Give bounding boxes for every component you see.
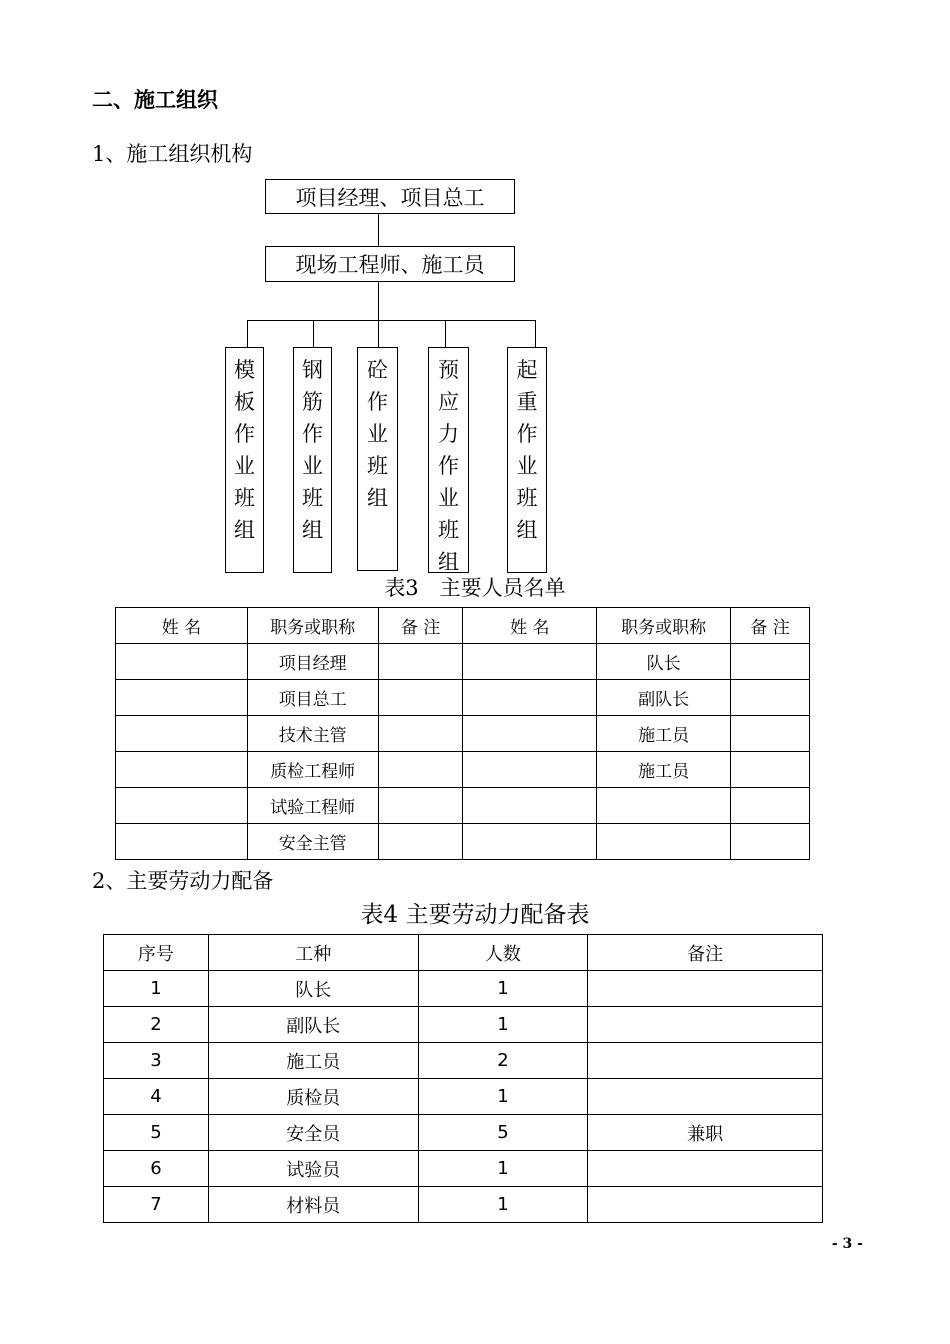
table-cell: 4 — [104, 1079, 209, 1115]
table-row — [104, 1187, 823, 1223]
subsection-labor: 2、主要劳动力配备 — [92, 869, 274, 893]
table-cell: 1 — [104, 971, 209, 1007]
table-cell — [731, 752, 810, 788]
table-cell — [731, 644, 810, 680]
table-cell — [116, 752, 248, 788]
table-cell: 施工员 — [208, 1043, 418, 1079]
table-header-cell: 职务或职称 — [247, 608, 378, 644]
table-cell — [597, 824, 731, 860]
table-cell: 安全员 — [208, 1115, 418, 1151]
table-header-cell: 备注 — [588, 935, 823, 971]
table-cell — [463, 824, 597, 860]
table-cell — [378, 752, 463, 788]
team-char: 作 — [234, 422, 255, 446]
team-char: 组 — [302, 518, 323, 542]
table-cell — [378, 680, 463, 716]
table-row — [104, 1079, 823, 1115]
org-branch-drop — [313, 320, 314, 348]
table-cell: 安全主管 — [247, 824, 378, 860]
team-char: 重 — [516, 390, 538, 414]
table-cell: 2 — [418, 1043, 588, 1079]
table-row — [104, 971, 823, 1007]
table-cell: 3 — [104, 1043, 209, 1079]
table-cell — [597, 788, 731, 824]
table-cell: 质检员 — [208, 1079, 418, 1115]
table-cell — [116, 788, 248, 824]
team-char: 业 — [438, 486, 459, 510]
table-row — [116, 644, 810, 680]
team-char: 作 — [302, 422, 323, 446]
table-row — [116, 824, 810, 860]
team-char: 筋 — [302, 390, 323, 414]
team-char: 力 — [438, 422, 459, 446]
table-cell — [463, 716, 597, 752]
table-cell: 材料员 — [208, 1187, 418, 1223]
table3-caption: 表3 主要人员名单 — [384, 576, 566, 600]
org-branch-drop — [445, 320, 446, 348]
table-cell: 试验工程师 — [247, 788, 378, 824]
team-char: 组 — [234, 518, 255, 542]
team-char: 业 — [302, 454, 323, 478]
org-middle-box — [265, 246, 515, 282]
table-cell — [463, 644, 597, 680]
team-box-rebar — [293, 347, 332, 573]
table-row — [104, 1007, 823, 1043]
org-middle-label: 现场工程师、施工员 — [295, 253, 485, 277]
table-cell — [116, 644, 248, 680]
team-char: 业 — [234, 454, 255, 478]
labor-table — [103, 934, 823, 1223]
table-cell: 5 — [418, 1115, 588, 1151]
page-number: - 3 - — [831, 1236, 863, 1252]
table-cell: 质检工程师 — [247, 752, 378, 788]
table-cell — [588, 971, 823, 1007]
section-title: 二、施工组织 — [92, 88, 218, 112]
table-cell: 2 — [104, 1007, 209, 1043]
subsection-org-structure: 1、施工组织机构 — [92, 142, 253, 166]
team-char: 预 — [438, 358, 459, 382]
table-cell: 试验员 — [208, 1151, 418, 1187]
table-header-row — [104, 935, 823, 971]
table-cell: 施工员 — [597, 752, 731, 788]
table-cell — [588, 1187, 823, 1223]
org-branch-drop — [247, 320, 248, 348]
table-row — [116, 716, 810, 752]
team-char: 作 — [516, 422, 538, 446]
table-cell: 副队长 — [597, 680, 731, 716]
table-cell: 1 — [418, 1151, 588, 1187]
org-connector — [378, 214, 379, 246]
team-char: 班 — [367, 454, 388, 478]
table-cell: 6 — [104, 1151, 209, 1187]
table-row — [104, 1043, 823, 1079]
table-cell: 兼职 — [588, 1115, 823, 1151]
table-cell — [116, 680, 248, 716]
team-char: 板 — [234, 390, 255, 414]
table-cell: 7 — [104, 1187, 209, 1223]
team-char: 模 — [234, 358, 255, 382]
org-top-box — [265, 179, 515, 214]
table-row — [116, 752, 810, 788]
table-cell — [378, 824, 463, 860]
team-char: 钢 — [302, 358, 323, 382]
table-cell: 队长 — [597, 644, 731, 680]
table-header-cell: 备 注 — [731, 608, 810, 644]
table-cell — [588, 1007, 823, 1043]
team-box-concrete — [357, 347, 398, 571]
table-cell — [378, 644, 463, 680]
table-header-cell: 工种 — [208, 935, 418, 971]
team-char: 起 — [516, 358, 538, 382]
table-cell — [378, 716, 463, 752]
table-header-cell: 序号 — [104, 935, 209, 971]
org-connector — [378, 282, 379, 348]
team-char: 班 — [516, 486, 538, 510]
table-cell: 5 — [104, 1115, 209, 1151]
org-branch-line — [247, 320, 536, 321]
team-char: 作 — [438, 454, 459, 478]
table-row — [104, 1151, 823, 1187]
table-header-row — [116, 608, 810, 644]
table-cell — [463, 788, 597, 824]
table-cell: 队长 — [208, 971, 418, 1007]
team-char: 组 — [367, 486, 388, 510]
table-cell — [731, 824, 810, 860]
table-cell — [463, 680, 597, 716]
table-row — [116, 680, 810, 716]
table-cell: 1 — [418, 971, 588, 1007]
org-top-label: 项目经理、项目总工 — [295, 185, 485, 210]
table-cell — [731, 788, 810, 824]
team-char: 应 — [438, 390, 459, 414]
table-cell: 副队长 — [208, 1007, 418, 1043]
table4-caption: 表4 主要劳动力配备表 — [360, 902, 590, 928]
table-cell — [463, 752, 597, 788]
table-header-cell: 姓 名 — [463, 608, 597, 644]
team-char: 班 — [234, 486, 255, 510]
team-char: 班 — [438, 518, 459, 542]
table-cell: 1 — [418, 1007, 588, 1043]
team-box-formwork — [225, 347, 264, 573]
table-cell: 项目总工 — [247, 680, 378, 716]
table-cell — [116, 824, 248, 860]
table-cell — [588, 1079, 823, 1115]
table-cell — [378, 788, 463, 824]
table-cell — [588, 1043, 823, 1079]
team-box-prestress — [428, 347, 469, 573]
table-cell: 施工员 — [597, 716, 731, 752]
staff-table — [115, 607, 810, 860]
table-cell: 1 — [418, 1187, 588, 1223]
table-cell — [731, 716, 810, 752]
table-header-cell: 备 注 — [378, 608, 463, 644]
table-cell — [731, 680, 810, 716]
team-char: 砼 — [367, 358, 388, 382]
table-cell: 技术主管 — [247, 716, 378, 752]
team-char: 业 — [516, 454, 538, 478]
table-cell — [116, 716, 248, 752]
team-char: 班 — [302, 486, 323, 510]
table-row — [104, 1115, 823, 1151]
table3-caption-row — [0, 572, 950, 602]
table-cell: 项目经理 — [247, 644, 378, 680]
table-header-cell: 人数 — [418, 935, 588, 971]
team-char: 作 — [367, 390, 388, 414]
table-cell — [588, 1151, 823, 1187]
table-cell: 1 — [418, 1079, 588, 1115]
team-char: 组 — [516, 518, 538, 542]
team-char: 业 — [367, 422, 388, 446]
team-char: 组 — [438, 550, 459, 574]
table-header-cell: 姓 名 — [116, 608, 248, 644]
table-row — [116, 788, 810, 824]
table-header-cell: 职务或职称 — [597, 608, 731, 644]
team-box-lifting — [507, 347, 547, 573]
org-branch-drop — [535, 320, 536, 348]
